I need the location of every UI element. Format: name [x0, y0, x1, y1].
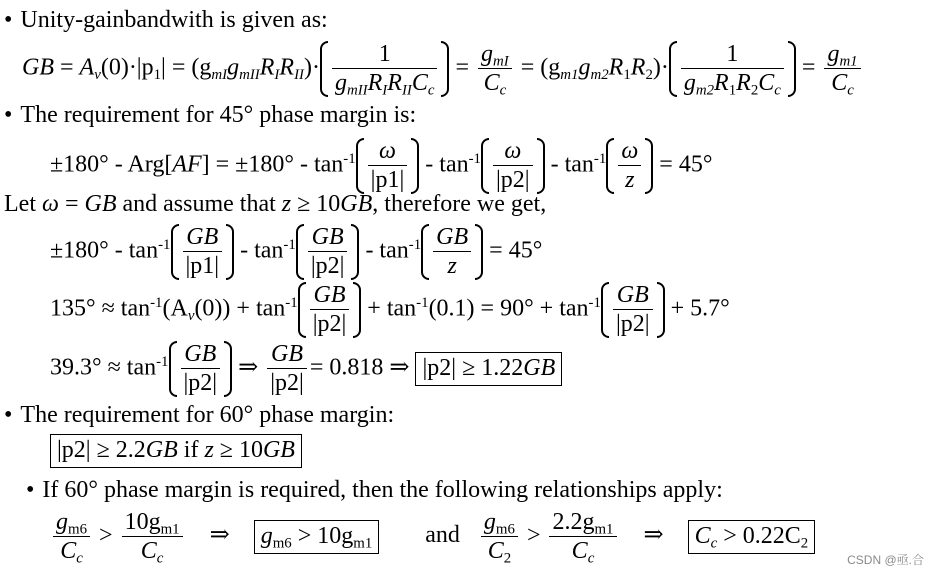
fraction-gm6-over-Cc: $\frac{g_{m6}}{C_c}$: [53, 508, 90, 566]
fraction-1-over-gmII-RI-RII-Cc: 1 $g_{mII}R_IR_{II}C_c$: [320, 40, 450, 98]
fraction-2-2gm1-over-Cc: $\frac{2.2g_{m1}}{C_c}$: [549, 508, 616, 566]
equation-phase-gb: $\pm 180^\circ - \tan^{-1}$ GB |p1| - $\tan^{-1}$ GB |p2| - $\tan^{-1}$ GB z = 45°: [50, 224, 543, 280]
fraction-gm6-over-C2: $\frac{g_{m6}}{C_2}$: [481, 508, 518, 566]
boxed-gm6-10gm1: $g_{m6} > 10g_{m1}$: [254, 520, 380, 554]
boxed-p2-2-2-gb: |p2| ≥ 2.2GB if z ≥ 10GB: [50, 434, 302, 468]
text-let-omega: Let ω = GB and assume that z ≥ 10GB, therefore we get,: [4, 191, 547, 217]
bullet-45-phase-margin: • The requirement for 45° phase margin is:: [4, 102, 417, 128]
fraction-gm1-over-Cc: $\frac{g_{m1}}{C_c}$: [824, 40, 860, 98]
equation-phase-45: $\pm 180^\circ - Arg[AF] = \pm 180^\circ - \tan^{-1}$ ω |p1| - $\tan^{-1}$ ω |p2| - $\tan^{-1}$ ω z = 45°: [50, 138, 713, 194]
equation-relationships: $\frac{g_{m6}}{C_c}$ > $\frac{10g_{m1}}{C_c}$ ⇒ $g_{m6} > 10g_{m1}$ and $\frac{g_{m6}}{C_2}$ > $\frac{2.2g_{m1}}{C_c}$ ⇒ $C_c > 0.22C_2$: [50, 508, 815, 566]
equation-39-3: $39.3^\circ \approx \tan^{-1}$ GB |p2| ⇒ $\frac{GB}{|p2|}$ = 0.818 ⇒ |p2| ≥ 1.22GB: [50, 340, 562, 398]
fraction-gmI-over-Cc: $g_{mI}$ $C_c$: [478, 40, 512, 98]
bullet-60-phase-margin: • The requirement for 60° phase margin:: [4, 402, 395, 428]
equation-gb: GB = $A_v(0)\cdot|p_1| = (g_{mI}g_{mII}R_IR_{II})\cdot$ 1 $g_{mII}R_IR_{II}C_c$ = $g_{mI}$ $C_c$ = $(g_{m1}g_{m2}R_1R_2)\cdot$ 1 $g_{m2}R_1R_2C_c$ = $\frac{g_{m1}}{C_c}$: [22, 40, 864, 98]
equation-135: $135^\circ \approx \tan^{-1}(A_v(0)) + \tan^{-1}$ GB |p2| + $\tan^{-1}(0.1) = 90^\circ + \tan^{-1}$ GB |p2| + 5.7°: [50, 282, 730, 338]
boxed-cc-0-22-c2: $C_c > 0.22C_2$: [688, 520, 816, 554]
bullet-unity-gain: • Unity-gainbandwith is given as:: [4, 7, 328, 33]
fraction-1-over-gm2-R1-R2-Cc: 1 $g_{m2}R_1R_2C_c$: [669, 40, 796, 98]
bullet-60-relationships: • If 60° phase margin is required, then the following relationships apply:: [26, 477, 723, 503]
watermark: CSDN @亟.合: [847, 553, 924, 567]
fraction-10gm1-over-Cc: $\frac{10g_{m1}}{C_c}$: [122, 508, 183, 566]
boxed-p2-1-22-gb: |p2| ≥ 1.22GB: [415, 352, 562, 386]
